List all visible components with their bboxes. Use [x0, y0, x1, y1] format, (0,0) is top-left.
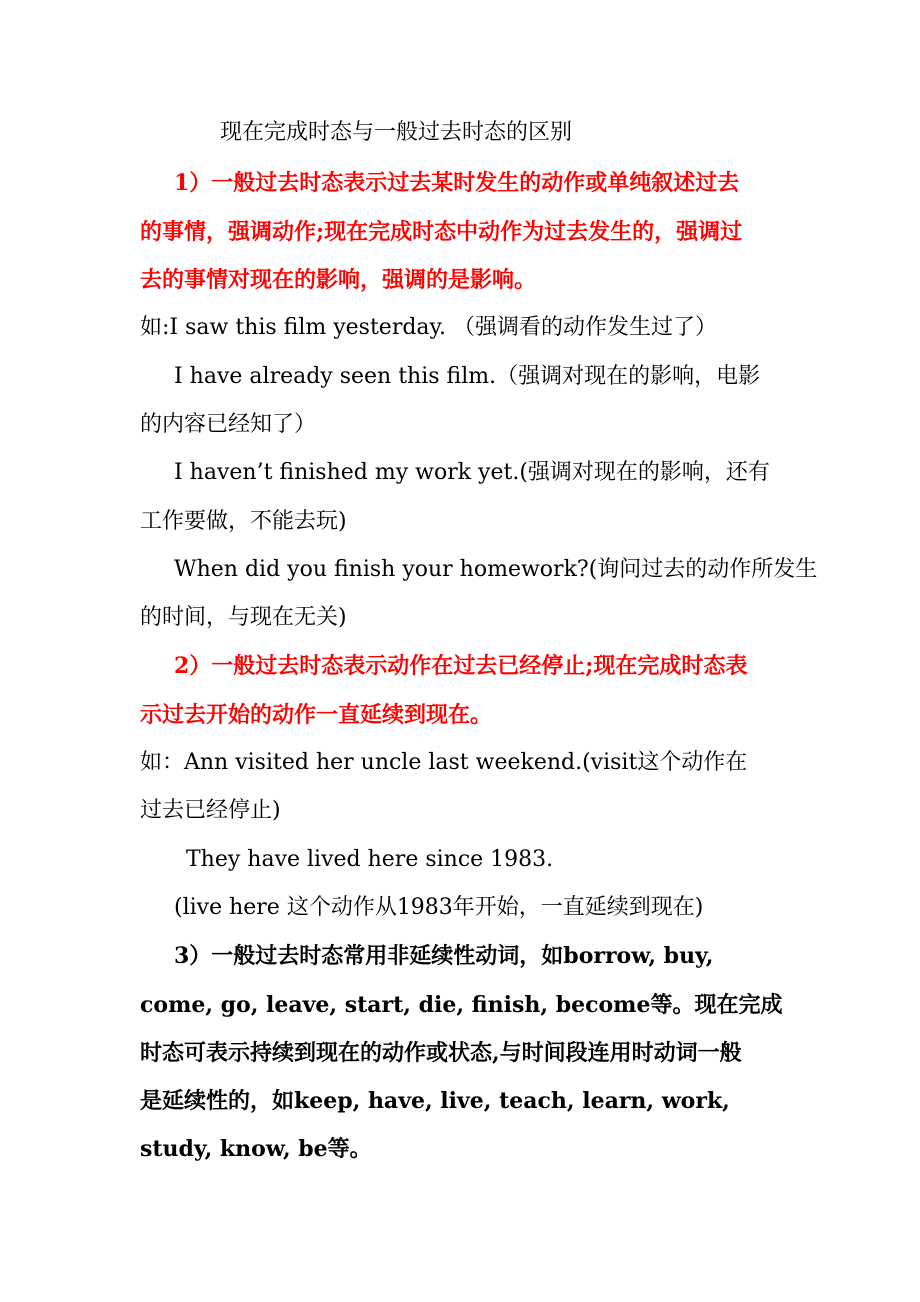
- point2-example1-line1: 如：Ann visited her uncle last weekend.(visit这个动作在: [140, 750, 748, 775]
- point3-line3: 时态可表示持续到现在的动作或状态,与时间段连用时动词一般: [140, 1040, 742, 1066]
- point1-example4-line2: 的时间，与现在无关): [140, 605, 347, 630]
- point1-example2-line1: I have already seen this film.（强调对现在的影响，电影: [174, 364, 761, 389]
- point1-example4-line1: When did you finish your homework?(询问过去的动作所发生: [174, 557, 818, 582]
- point2-example1-line2: 过去已经停止): [140, 798, 281, 823]
- point3-line5: study, know, be等。: [140, 1136, 372, 1162]
- document-title: 现在完成时态与一般过去时态的区别: [220, 120, 573, 145]
- point2-example2-note: (live here 这个动作从1983年开始，一直延续到现在): [174, 895, 704, 920]
- point3-line1: 3）一般过去时态常用非延续性动词，如borrow, buy,: [174, 943, 714, 969]
- point1-example3-line1: I haven’t finished my work yet.(强调对现在的影响，还有: [174, 460, 770, 485]
- point3-line4: 是延续性的，如keep, have, live, teach, learn, work,: [140, 1088, 730, 1114]
- point1-heading-line1: 1）一般过去时态表示过去某时发生的动作或单纯叙述过去: [174, 170, 740, 196]
- point2-example2: They have lived here since 1983.: [186, 847, 554, 872]
- point1-example2-line2: 的内容已经知了）: [140, 412, 317, 437]
- point2-heading-line1: 2）一般过去时态表示动作在过去已经停止;现在完成时态表: [174, 653, 748, 679]
- point2-heading-line2: 示过去开始的动作一直延续到现在。: [140, 702, 493, 728]
- point1-heading-line2: 的事情，强调动作;现在完成时态中动作为过去发生的，强调过: [140, 219, 743, 245]
- point1-heading-line3: 去的事情对现在的影响，强调的是影响。: [140, 267, 537, 293]
- point3-line2: come, go, leave, start, die, finish, become等。现在完成: [140, 992, 783, 1018]
- point1-example1: 如:I saw this film yesterday. （强调看的动作发生过了）: [140, 315, 718, 340]
- point1-example3-line2: 工作要做，不能去玩): [140, 509, 347, 534]
